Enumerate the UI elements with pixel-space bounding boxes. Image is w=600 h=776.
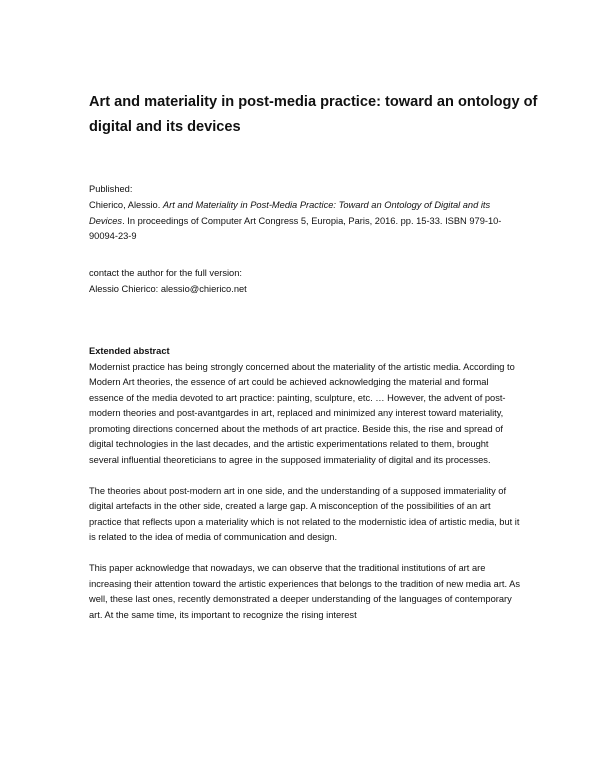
abstract-section [89,344,521,623]
citation-title: Art and Materiality in Post-Media Practice: Toward an Ontology of Digital and its Devices [89,200,491,226]
citation [89,198,521,245]
abstract-heading: Extended abstract [89,346,170,356]
abstract-paragraph: Modernist practice has being strongly concerned about the materiality of the artistic media. According to Modern Art theories, the essence of art could be achieved acknowledging the material and formal essence of the media devoted to art practice: painting, sculpture, etc. … However, the advent of post-modern theories and post-avantgardes in art, replaced and minimized any interest toward materiality, promoting directions concerned about the methods of art practice. Beside this, the rise and spread of digital technologies in the last decades, and the artistic experimentations related to them, brought several influential theoreticians to agree in the supposed immateriality of digital and its processes. [89,361,515,465]
paper-title: Art and materiality in post-media practice: toward an ontology of digital and its devices [89,94,538,135]
published-label: Published: [89,184,133,194]
citation-author: Chierico, Alessio. [89,200,163,210]
contact-email: Alessio Chierico: alessio@chierico.net [89,283,247,294]
contact-section [89,266,521,297]
contact-note: contact the author for the full version: [89,268,242,278]
citation-details: . In proceedings of Computer Art Congress 5, Europia, Paris, 2016. pp. 15-33. ISBN 979-10-90094-23-9 [89,215,502,241]
abstract-paragraph: This paper acknowledge that nowadays, we can observe that the traditional institutions of art are increasing their attention toward the artistic experiences that belongs to the tradition of new media art. As well, these last ones, recently demonstrated a deeper understanding of the languages of contemporary art. At the same time, its important to recognize the rising interest [89,563,520,620]
abstract-paragraph: The theories about post-modern art in one side, and the understanding of a supposed immateriality of digital artefacts in the other side, created a large gap. A misconception of the possibilities of an art practice that reflects upon a materiality which is not related to the modernistic idea of artistic media, but it is related to the idea of media of communication and design. [89,485,520,542]
